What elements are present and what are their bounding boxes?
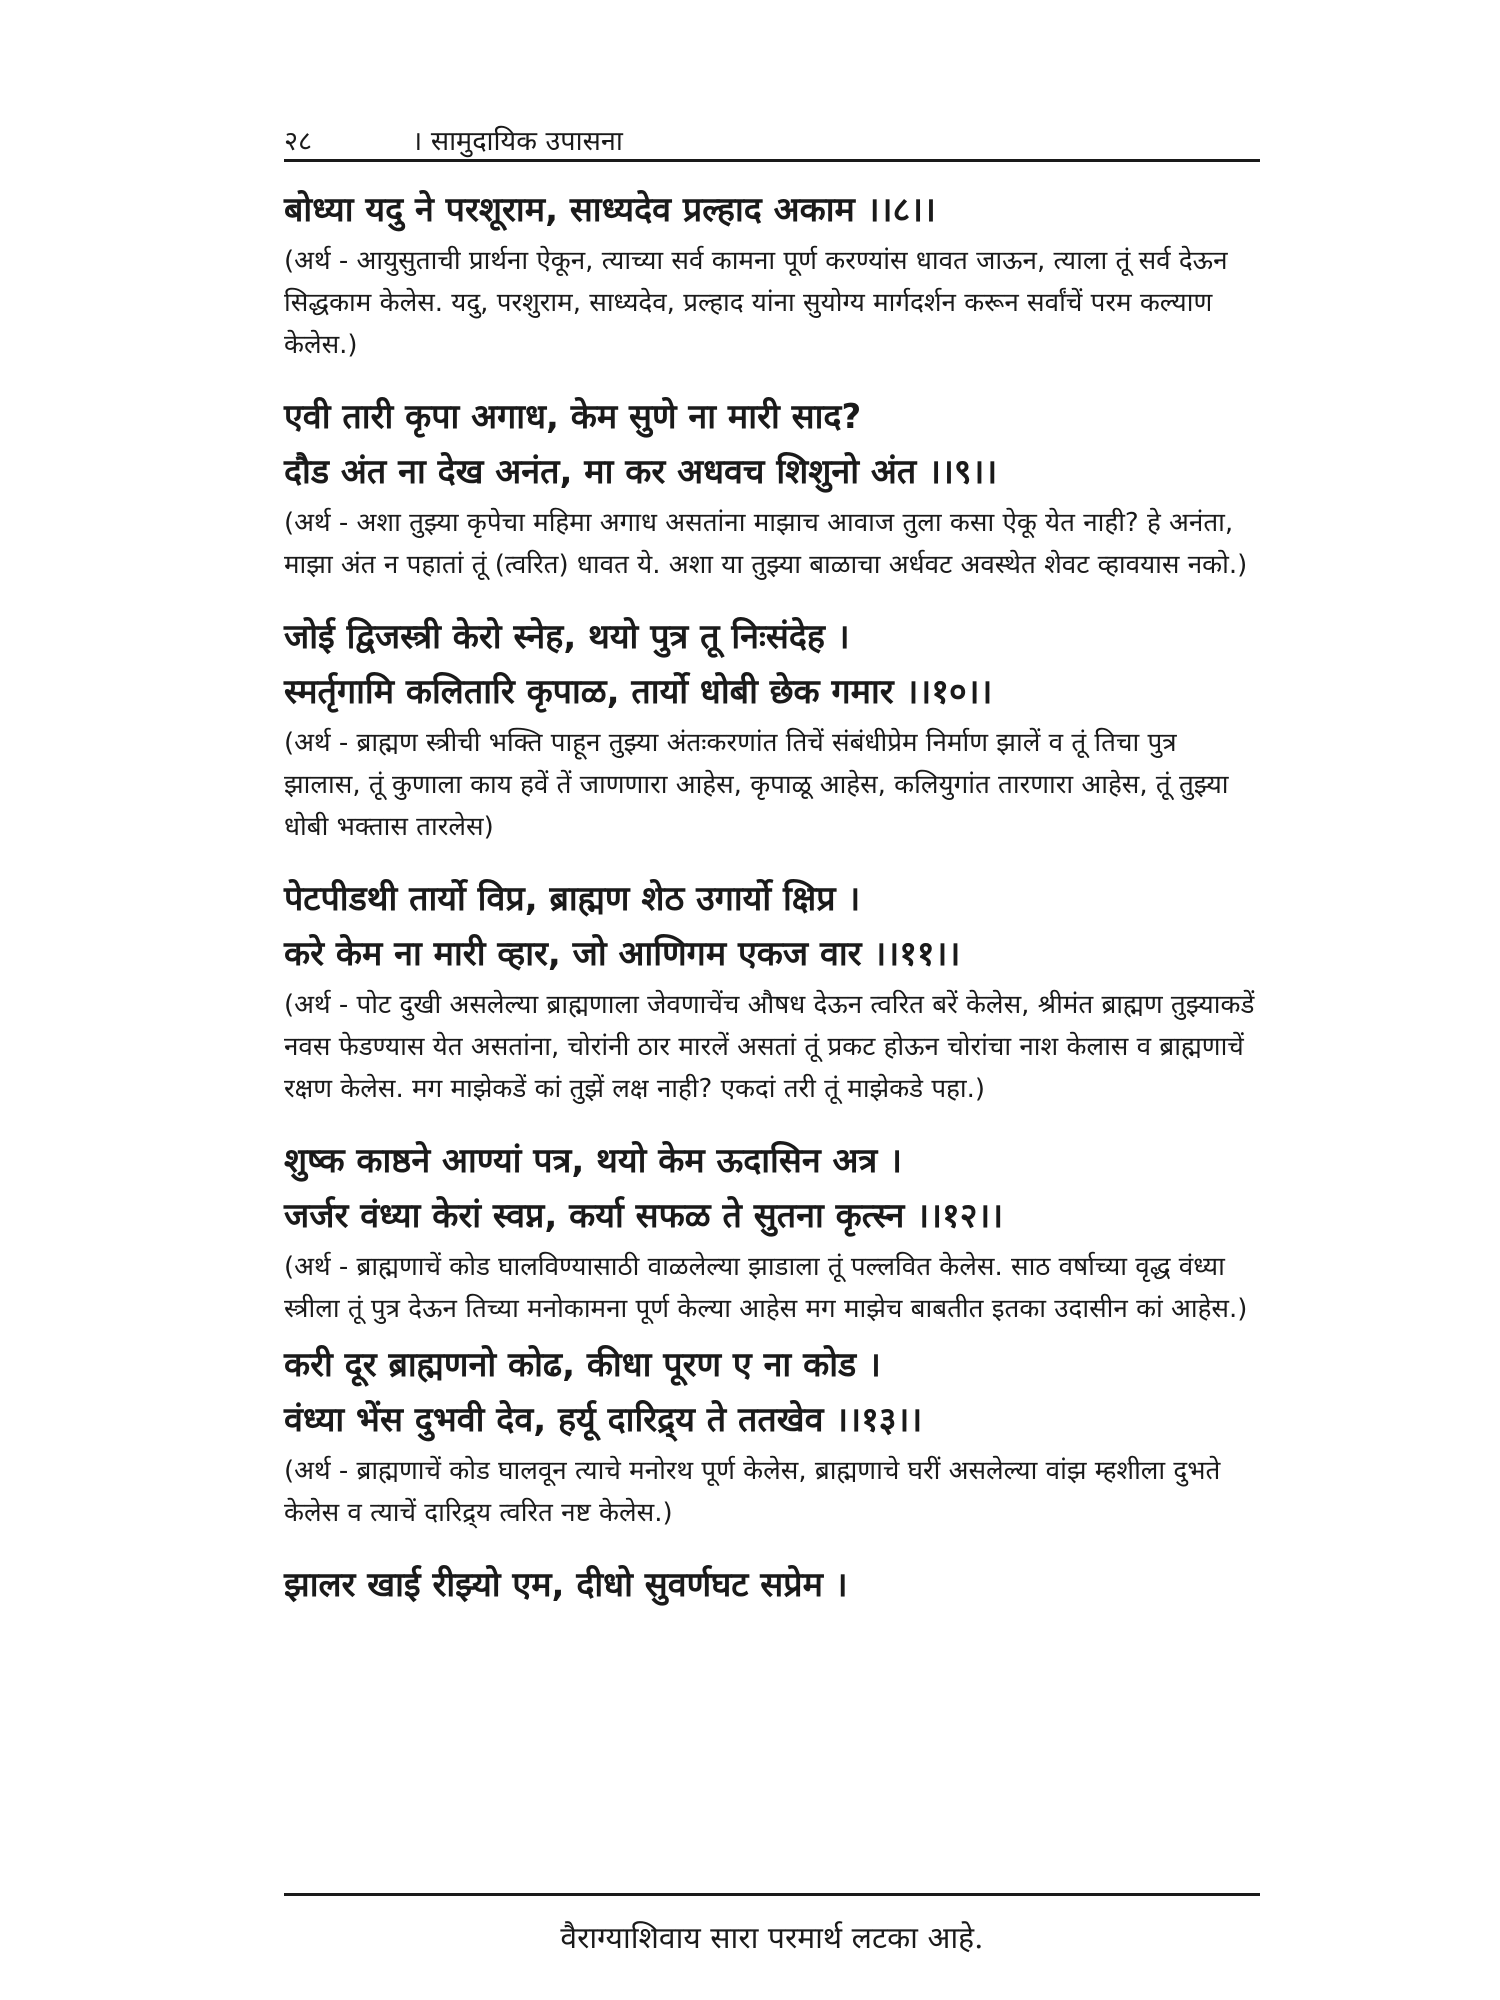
verse-line: वंध्या भेंस दुभवी देव, हर्यू दारिद्र्य ते ततखेव ।।१३।।: [284, 1400, 923, 1440]
page-number: २८: [284, 126, 313, 157]
page-body: [284, 183, 1260, 1637]
stanza-12: [284, 1134, 1260, 1330]
verse-meaning: (अर्थ - अशा तुझ्या कृपेचा महिमा अगाध असतांना माझाच आवाज तुला कसा ऐकू येत नाही? हे अनंता, माझा अंत न पहातां तूं (त्वरित) धावत ये. अशा या तुझ्या बाळाचा अर्धवट अवस्थेत शेवट व्हावयास नको.): [284, 508, 1248, 580]
verse-meaning: (अर्थ - ब्राह्मणाचें कोड घालवून त्याचे मनोरथ पूर्ण केलेस, ब्राह्मणाचे घरीं असलेल्या वांझ म्हशीला दुभते केलेस व त्याचें दारिद्र्य त्वरित नष्ट केलेस.): [284, 1456, 1221, 1528]
verse-meaning: (अर्थ - पोट दुखी असलेल्या ब्राह्मणाला जेवणाचेंच औषध देऊन त्वरित बरें केलेस, श्रीमंत ब्राह्मण तुझ्याकडें नवस फेडण्यास येत असतांना, चोरांनी ठार मारलें असतां तूं प्रकट होऊन चोरांचा नाश केलास व ब्राह्मणाचें रक्षण केलेस. मग माझेकडें कां तुझें लक्ष नाही? एकदां तरी तूं माझेकडे पहा.): [284, 990, 1255, 1104]
header-rule: [284, 159, 1260, 162]
verse-line: बोध्या यदु ने परशूराम, साध्यदेव प्रल्हाद अकाम ।।८।।: [284, 190, 936, 230]
stanza-11: [284, 872, 1260, 1110]
verse-line: पेटपीडथी तार्यो विप्र, ब्राह्मण शेठ उगार्यो क्षिप्र ।: [284, 879, 861, 919]
verse-meaning: (अर्थ - ब्राह्मण स्त्रीची भक्ति पाहून तुझ्या अंतःकरणांत तिचें संबंधीप्रेम निर्माण झालें व तूं तिचा पुत्र झालास, तूं कुणाला काय हवें तें जाणणारा आहेस, कृपाळू आहेस, कलियुगांत तारणारा आहेस, तूं तुझ्या धोबी भक्तास तारलेस): [284, 728, 1229, 842]
verse-line: करे केम ना मारी व्हार, जो आणिगम एकज वार ।।११।।: [284, 934, 961, 974]
verse-line: झालर खाई रीझ्यो एम, दीधो सुवर्णघट सप्रेम ।: [284, 1565, 848, 1605]
verse-meaning: (अर्थ - आयुसुताची प्रार्थना ऐकून, त्याच्या सर्व कामना पूर्ण करण्यांस धावत जाऊन, त्याला तूं सर्व देऊन सिद्धकाम केलेस. यदु, परशुराम, साध्यदेव, प्रल्हाद यांना सुयोग्य मार्गदर्शन करून सर्वांचें परम कल्याण केलेस.): [284, 246, 1228, 360]
verse-line: दौड अंत ना देख अनंत, मा कर अधवच शिशुनो अंत ।।९।।: [284, 452, 998, 492]
page-footer-quote: वैराग्याशिवाय सारा परमार्थ लटका आहे.: [560, 1921, 984, 1956]
verse-line: स्मर्तृगामि कलितारि कृपाळ, तार्यो धोबी छेक गमार ।।१०।।: [284, 672, 993, 712]
stanza-13: [284, 1338, 1260, 1534]
footer-rule: [284, 1893, 1260, 1896]
verse-line: जर्जर वंध्या केरां स्वप्न, कर्या सफळ ते सुतना कृत्स्न ।।१२।।: [284, 1196, 1004, 1236]
stanza-9: [284, 390, 1260, 586]
stanza-10: [284, 610, 1260, 848]
stanza-14: [284, 1558, 1260, 1613]
verse-line: जोई द्विजस्त्री केरो स्नेह, थयो पुत्र तू निःसंदेह ।: [284, 617, 850, 657]
verse-line: शुष्क काष्ठने आण्यां पत्र, थयो केम ऊदासिन अत्र ।: [284, 1141, 903, 1181]
stanza-8: [284, 183, 1260, 366]
verse-line: एवी तारी कृपा अगाध, केम सुणे ना मारी साद?: [284, 397, 862, 437]
verse-meaning: (अर्थ - ब्राह्मणाचें कोड घालविण्यासाठी वाळलेल्या झाडाला तूं पल्लवित केलेस. साठ वर्षाच्या वृद्ध वंध्या स्त्रीला तूं पुत्र देऊन तिच्या मनोकामना पूर्ण केल्या आहेस मग माझेच बाबतीत इतका उदासीन कां आहेस.): [284, 1252, 1248, 1324]
verse-line: करी दूर ब्राह्मणनो कोढ, कीधा पूरण ए ना कोड ।: [284, 1345, 881, 1385]
page-header: [284, 112, 1260, 158]
running-title: । सामुदायिक उपासना: [412, 126, 623, 157]
